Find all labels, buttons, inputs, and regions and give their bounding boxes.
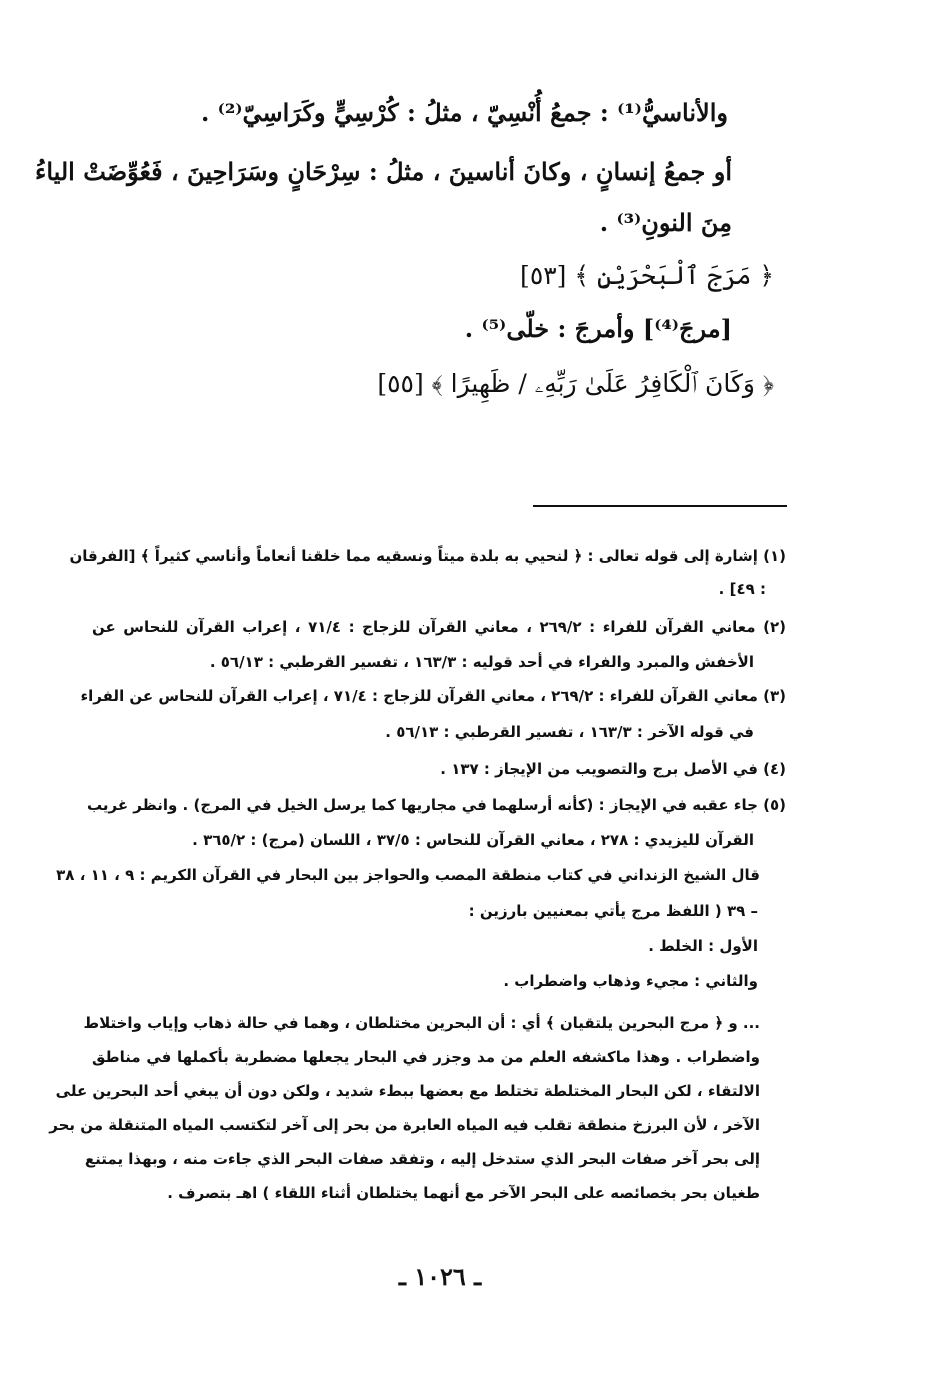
zindani-paragraph-line-5: إلى بحر آخر صفات البحر الذي ستدخل إليه ، وتفقد صفات البحر الذي جاءت منه ، وبهذا يمتنع — [84, 1150, 760, 1168]
footnote-5-cont: القرآن لليزيدي : ٢٧٨ ، معاني القرآن للنحاس : ٣٧/٥ ، اللسان (مرج) : ٣٦٥/٢ . — [192, 831, 754, 849]
zindani-paragraph-line-6: طغيان بحر بخصائصه على البحر الآخر مع أنهما يختلطان أثناء اللقاء ) اهـ بتصرف . — [167, 1184, 760, 1202]
footnote-1: (١) إشارة إلى قوله تعالى : ﴿ لنحيي به بلدة ميتاً ونسقيه مما خلقنا أنعاماً وأناسي كثيراً ﴾ [الفرقان — [69, 547, 786, 565]
footnote-separator — [533, 505, 787, 507]
main-line-1: والأناسيُّ⁽¹⁾ : جمعُ أُنْسِيّ ، مثلُ : كُرْسِيٍّ وكَرَاسِيّ⁽²⁾ . — [200, 98, 728, 127]
footnote-5: (٥) جاء عقبه في الإيجاز : (كأنه أرسلهما في مجاريها كما يرسل الخيل في المرج) . وانظر غريب — [86, 796, 786, 814]
footnote-3-cont: في قوله الآخر : ١٦٣/٣ ، تفسير القرطبي : ٥٦/١٣ . — [385, 723, 754, 741]
gloss-marija: [مرجَ⁽⁴⁾] وأمرجَ : خلّى⁽⁵⁾ . — [464, 314, 732, 343]
zindani-paragraph-line-4: الآخر ، لأن البرزخ منطقة تقلب فيه المياه العابرة من بحر إلى آخر لتكتسب المياه المتنقلة من بحر — [49, 1116, 760, 1134]
zindani-quote-intro: قال الشيخ الزنداني في كتاب منطقة المصب والحواجز بين البحار في القرآن الكريم : ٩ ، ١١ ، ٣٨ — [56, 866, 760, 884]
zindani-paragraph-line-2: واضطراب . وهذا ماكشفه العلم من مد وجزر في البحار يجعلها مضطربة بأكملها في مناطق — [92, 1048, 760, 1066]
footnote-2: (٢) معاني القرآن للفراء : ٢٦٩/٢ ، معاني القرآن للزجاج : ٧١/٤ ، إعراب القرآن للنحاس عن — [92, 618, 786, 636]
quran-verse-55: ﴿ وَكَانَ ٱلْكَافِرُ عَلَىٰ رَبِّهِۦ / ظَهِيرًا ﴾ [٥٥] — [377, 369, 774, 398]
footnote-1-cont: : ٤٩] . — [718, 580, 766, 598]
zindani-meaning-2: والثاني : مجيء وذهاب واضطراب . — [503, 972, 758, 990]
footnote-3: (٣) معاني القرآن للفراء : ٢٦٩/٢ ، معاني القرآن للزجاج : ٧١/٤ ، إعراب القرآن للنحاس عن الفراء — [80, 687, 786, 705]
zindani-quote-meanings: – ٣٩ ( اللفظ مرج يأتي بمعنيين بارزين : — [468, 902, 758, 920]
main-line-3: مِنَ النونِ⁽³⁾ . — [599, 208, 732, 237]
footnote-2-cont: الأخفش والمبرد والفراء في أحد قوليه : ١٦٣/٣ ، تفسير القرطبي : ٥٦/١٣ . — [209, 653, 754, 671]
zindani-meaning-1: الأول : الخلط . — [648, 937, 758, 955]
zindani-paragraph-line-3: الالتقاء ، لكن البحار المختلطة تختلط مع بعضها ببطء شديد ، ولكن دون أن يبغي أحد البحرين على — [55, 1082, 760, 1100]
page-number: ـ ١٠٢٦ ـ — [398, 1262, 482, 1291]
quran-verse-53: ﴿ مَرَجَ ٱلْبَحْرَيْنِ ﴾ [٥٣] — [520, 261, 774, 290]
footnote-4: (٤) في الأصل برج والتصويب من الإيجاز : ١٣٧ . — [440, 760, 786, 778]
main-line-2: أو جمعُ إنسانٍ ، وكانَ أناسينَ ، مثلُ : سِرْحَانٍ وسَرَاحِينَ ، فَعُوِّضَتْ الياءُ — [35, 157, 732, 186]
zindani-paragraph-line-1: ... و ﴿ مرج البحرين يلتقيان ﴾ أي : أن البحرين مختلطان ، وهما في حالة ذهاب وإياب واختلاط — [83, 1014, 760, 1032]
